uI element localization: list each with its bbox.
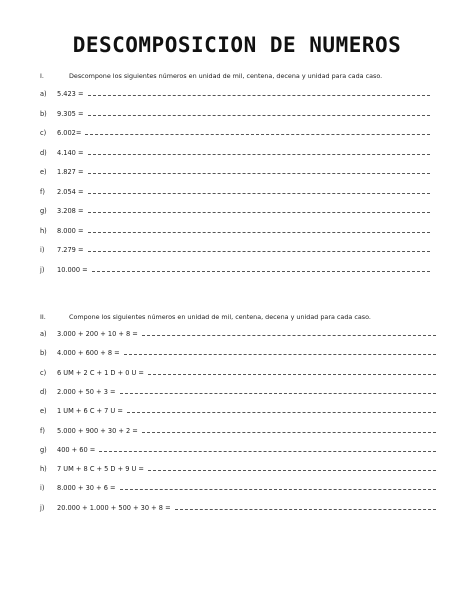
- exercise-letter: c): [40, 368, 47, 377]
- answer-line[interactable]: [85, 134, 430, 135]
- exercise-expression: 7.279 =: [57, 246, 84, 254]
- exercise-expression: 2.054 =: [57, 187, 84, 196]
- exercise-letter: g): [40, 207, 47, 215]
- answer-line[interactable]: [88, 115, 431, 116]
- section1-instruction-text: Descompone los siguientes números en unidad de mil, centena, decena y unidad para cada caso.: [69, 72, 383, 80]
- answer-line[interactable]: [99, 451, 436, 452]
- exercise-row: [40, 145, 430, 157]
- exercise-row: [40, 500, 436, 512]
- exercise-expression: 5.423 =: [57, 90, 84, 98]
- exercise-letter: b): [40, 109, 47, 118]
- exercise-expression: 10.000 =: [57, 265, 88, 274]
- exercise-letter: a): [40, 90, 47, 98]
- exercise-letter: d): [40, 148, 47, 157]
- exercise-letter: i): [40, 246, 45, 254]
- exercise-expression: 4.140 =: [57, 148, 84, 157]
- exercise-expression: 20.000 + 1.000 + 500 + 30 + 8 =: [57, 503, 171, 512]
- section2-instruction: [40, 313, 371, 321]
- answer-line[interactable]: [88, 251, 431, 252]
- exercise-expression: 8.000 + 30 + 6 =: [57, 484, 116, 493]
- answer-line[interactable]: [88, 193, 431, 194]
- exercise-expression: 7 UM + 8 C + 5 D + 9 U =: [57, 465, 144, 474]
- answer-line[interactable]: [124, 354, 436, 355]
- answer-line[interactable]: [88, 154, 431, 155]
- exercise-row: [40, 461, 436, 473]
- exercise-expression: 4.000 + 600 + 8 =: [57, 349, 120, 358]
- exercise-expression: 3.000 + 200 + 10 + 8 =: [57, 330, 138, 338]
- exercise-letter: e): [40, 168, 47, 176]
- answer-line[interactable]: [127, 412, 436, 413]
- answer-line[interactable]: [148, 470, 436, 471]
- answer-line[interactable]: [142, 335, 436, 336]
- answer-line[interactable]: [120, 489, 436, 490]
- exercise-row: [40, 423, 436, 435]
- exercise-letter: f): [40, 426, 45, 435]
- answer-line[interactable]: [175, 509, 436, 510]
- answer-line[interactable]: [88, 232, 431, 233]
- answer-line[interactable]: [148, 374, 436, 375]
- exercise-letter: f): [40, 187, 45, 196]
- exercise-letter: g): [40, 445, 47, 454]
- exercise-expression: 8.000 =: [57, 226, 84, 235]
- exercise-row: [40, 86, 430, 98]
- section2-instruction-text: Compone los siguientes números en unidad de mil, centena, decena y unidad para cada caso.: [69, 313, 371, 321]
- exercise-letter: h): [40, 465, 47, 474]
- exercise-row: [40, 345, 436, 357]
- answer-line[interactable]: [88, 212, 431, 213]
- exercise-row: [40, 365, 436, 377]
- exercise-row: [40, 326, 436, 338]
- answer-line[interactable]: [88, 173, 431, 174]
- exercise-row: [40, 125, 430, 137]
- answer-line[interactable]: [120, 393, 436, 394]
- exercise-row: [40, 106, 430, 118]
- exercise-letter: c): [40, 129, 47, 137]
- answer-line[interactable]: [142, 432, 436, 433]
- exercise-row: [40, 480, 436, 492]
- exercise-expression: 3.208 =: [57, 207, 84, 215]
- exercise-letter: h): [40, 226, 47, 235]
- section1-instruction: [40, 72, 382, 80]
- exercise-row: [40, 164, 430, 176]
- exercise-row: [40, 403, 436, 415]
- exercise-letter: i): [40, 484, 45, 493]
- exercise-row: [40, 384, 436, 396]
- exercise-expression: 400 + 60 =: [57, 445, 96, 454]
- section2-number: II.: [40, 313, 46, 321]
- exercise-letter: j): [40, 265, 45, 274]
- exercise-letter: j): [40, 503, 45, 512]
- exercise-expression: 6.002=: [57, 129, 82, 137]
- exercise-row: [40, 262, 430, 274]
- answer-line[interactable]: [88, 95, 431, 96]
- exercise-letter: a): [40, 330, 47, 338]
- exercise-expression: 5.000 + 900 + 30 + 2 =: [57, 426, 138, 435]
- exercise-row: [40, 442, 436, 454]
- exercise-row: [40, 184, 430, 196]
- exercise-row: [40, 242, 430, 254]
- exercise-letter: e): [40, 407, 47, 416]
- exercise-expression: 2.000 + 50 + 3 =: [57, 387, 116, 396]
- exercise-letter: b): [40, 349, 47, 358]
- exercise-expression: 6 UM + 2 C + 1 D + 0 U =: [57, 368, 144, 377]
- exercise-expression: 9.305 =: [57, 109, 84, 118]
- exercise-row: [40, 223, 430, 235]
- worksheet-title: DESCOMPOSICION DE NUMEROS: [72, 33, 402, 57]
- answer-line[interactable]: [92, 271, 430, 272]
- section1-number: I.: [40, 72, 44, 80]
- exercise-expression: 1.827 =: [57, 168, 84, 176]
- exercise-letter: d): [40, 387, 47, 396]
- exercise-expression: 1 UM + 6 C + 7 U =: [57, 407, 123, 416]
- exercise-row: [40, 203, 430, 215]
